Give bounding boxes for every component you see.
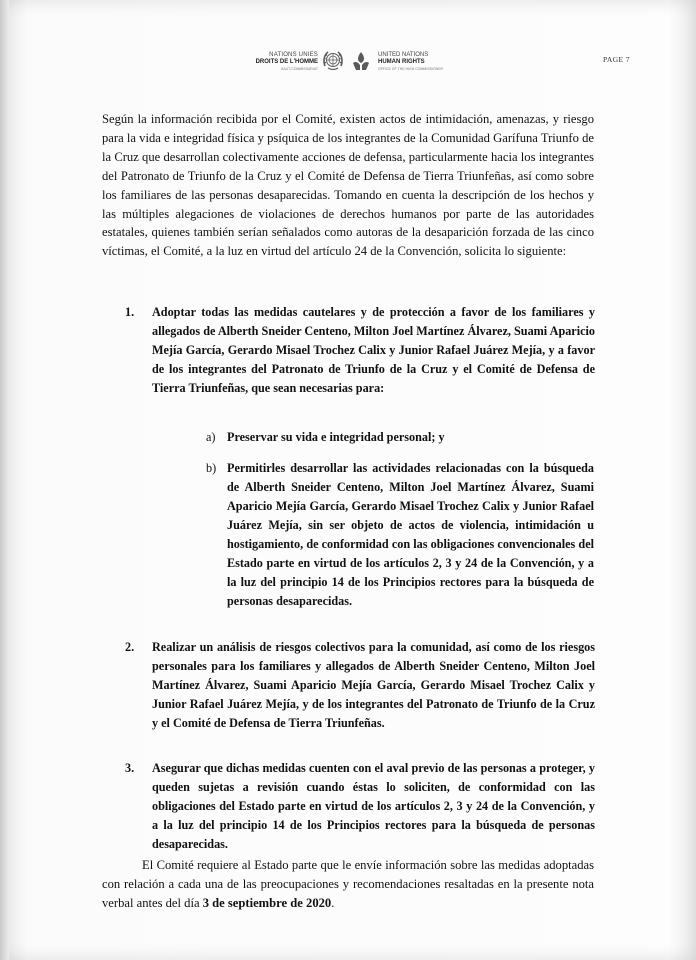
letterhead <box>236 48 466 82</box>
letterhead-fr-line2: DROITS DE L'HOMME <box>255 59 318 65</box>
page-number: PAGE 7 <box>603 55 630 64</box>
item-text: Asegurar que dichas medidas cuenten con el aval previo de las personas a proteger, y queden sujetas a revisión cuando éstas lo soliciten, de conformidad con las obligaciones del Estado parte en virtud de los artículos 2, 3 y 24 de la Convención, y a la luz del principio 14 de los Principios rectores para la búsqueda de personas desaparecidas. <box>152 761 595 851</box>
closing-paragraph <box>102 856 594 913</box>
page-edge-shadow <box>0 0 9 960</box>
subitem-label: a) <box>206 430 216 444</box>
un-emblem-icon <box>322 50 344 72</box>
intro-paragraph: Según la información recibida por el Comité, existen actos de intimidación, amenazas, y riesgo para la vida e integridad física y psíquica de los integrantes de la Comunidad Garífuna Triunfo de la Cruz que desarrollan colectivamente acciones de defensa, particularmente hacia los integrantes del Patronato de Triunfo de la Cruz y el Comité de Defensa de Tierra Triunfeñas, así como sobre los familiares de las personas desaparecidas. Tomando en cuenta la descripción de los hechos y las múltiples alegaciones de violaciones de derechos humanos por parte de las autoridades estatales, quienes también serían señalados como autoras de la desaparición forzada de las cinco víctimas, el Comité, a la luz en virtud del artículo 24 de la Convención, solicita lo siguiente: <box>102 112 594 259</box>
item-number: 2. <box>125 640 135 654</box>
human-rights-emblem-icon <box>350 50 372 72</box>
item-text: Realizar un análisis de riesgos colectivos para la comunidad, así como de los riesgos personales para los familiares y allegados de Alberth Sneider Centeno, Milton Joel Martínez Álvarez, Suami Aparicio Mejía García, Gerardo Misael Trochez Calix y Junior Rafael Juárez Mejía, y de los integrantes del Patronato de Triunfo de la Cruz y el Comité de Defensa de Tierra Triunfeñas. <box>152 640 595 730</box>
deadline-date: 3 de septiembre de 2020 <box>202 895 332 910</box>
closing-period: . <box>331 895 335 910</box>
subitem-text: Permitirles desarrollar las actividades relacionadas con la búsqueda de Alberth Sneider Centeno, Milton Joel Martínez Álvarez, Suami Aparicio Mejía García, Gerardo Misael Trochez Calix y Junior Rafael Juárez Mejía, sin ser objeto de actos de violencia, intimidación u hostigamiento, de conformidad con las obligaciones convencionales del Estado parte en virtud de los artículos 2, 3 y 24 de la Convención, y a la luz del principio 14 de los Principios rectores para la búsqueda de personas desaparecidas. <box>227 461 594 608</box>
letterhead-fr-line3: HAUT-COMMISSARIAT <box>280 67 318 71</box>
letterhead-french <box>236 52 318 73</box>
item-text: Adoptar todas las medidas cautelares y de protección a favor de los familiares y allegados de Alberth Sneider Centeno, Milton Joel Martínez Álvarez, Suami Aparicio Mejía García, Gerardo Misael Trochez Calix y Junior Rafael Juárez Mejía, y a favor de los integrantes del Patronato de Triunfo de la Cruz y el Comité de Defensa de Tierra Triunfeñas, que sean necesarias para: <box>152 305 595 395</box>
item-number: 3. <box>125 761 135 775</box>
letterhead-english <box>378 52 468 73</box>
item-number: 1. <box>125 305 135 319</box>
letterhead-en-line1: UNITED NATIONS <box>378 52 429 58</box>
closing-text: El Comité requiere al Estado parte que le envíe información sobre las medidas adoptadas con relación a cada una de las preocupaciones y recomendaciones resaltadas en la presente nota verbal antes del día <box>102 858 594 910</box>
letterhead-en-line2: HUMAN RIGHTS <box>378 59 425 65</box>
letterhead-fr-line1: NATIONS UNIES <box>269 52 318 58</box>
letterhead-en-line3: OFFICE OF THE HIGH COMMISSIONER <box>378 67 444 71</box>
subitem-text: Preservar su vida e integridad personal; y <box>227 430 445 444</box>
subitem-label: b) <box>206 461 217 475</box>
